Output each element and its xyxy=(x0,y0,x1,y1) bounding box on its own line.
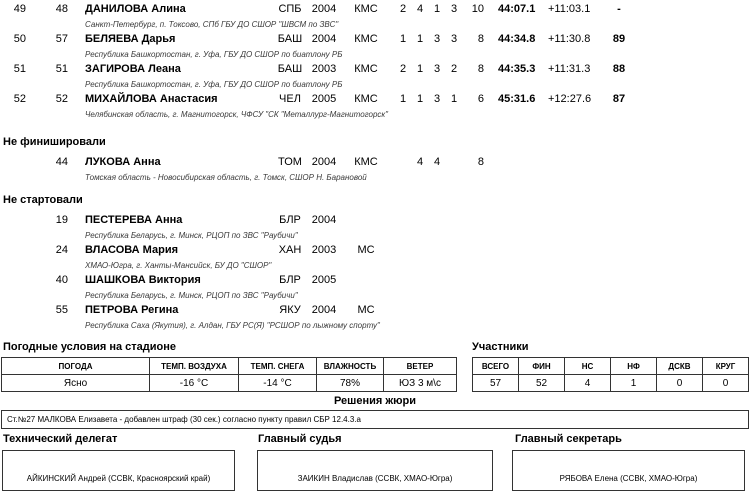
team-info: Республика Беларусь, г. Минск, РЦОП по ЗВС "Раубичи" xyxy=(85,231,298,240)
athlete-name: ЗАГИРОВА Леана xyxy=(85,63,181,75)
shooting-stage-2: 4 xyxy=(416,3,424,15)
points: - xyxy=(617,3,621,15)
dnf-row xyxy=(0,155,750,185)
weather-header-cell: ПОГОДА xyxy=(2,358,150,375)
technical-delegate-name: АЙКИНСКИЙ Андрей (ССВК, Красноярский край) xyxy=(26,474,211,483)
rank: 52 xyxy=(13,93,26,105)
technical-delegate-signature-box xyxy=(2,450,235,491)
birth-year: 2004 xyxy=(311,33,337,45)
region-code: ТОМ xyxy=(278,156,302,168)
team-info: Республика Башкортостан, г. Уфа, ГБУ ДО СШОР по биатлону РБ xyxy=(85,80,343,89)
chief-judge-name: ЗАИКИН Владислав (ССВК, ХМАО-Югра) xyxy=(297,474,453,483)
weather-table-values xyxy=(2,375,457,392)
result-row xyxy=(0,62,750,92)
participants-value-cell: 52 xyxy=(519,375,565,392)
shooting-stage-3: 3 xyxy=(433,63,441,75)
shooting-stage-1: 1 xyxy=(399,93,407,105)
dns-row xyxy=(0,273,750,303)
athlete-name: ЛУКОВА Анна xyxy=(85,156,161,168)
region-code: ЯКУ xyxy=(279,304,301,316)
birth-year: 2003 xyxy=(311,244,337,256)
result-time: 44:35.3 xyxy=(498,63,536,75)
result-time: 44:34.8 xyxy=(498,33,536,45)
birth-year: 2003 xyxy=(311,63,337,75)
points: 87 xyxy=(612,93,626,105)
participants-table-header xyxy=(473,358,749,375)
total-misses: 8 xyxy=(477,63,484,75)
time-behind: +11:31.3 xyxy=(548,63,591,75)
participants-value-cell: 0 xyxy=(657,375,703,392)
total-misses: 6 xyxy=(477,93,484,105)
athlete-name: ПЕСТЕРЕВА Анна xyxy=(85,214,183,226)
athlete-name: ПЕТРОВА Регина xyxy=(85,304,179,316)
participants-header-cell: ВСЕГО xyxy=(473,358,519,375)
bib-number: 40 xyxy=(55,274,68,286)
result-row xyxy=(0,32,750,62)
bib-number: 55 xyxy=(55,304,68,316)
dns-row xyxy=(0,243,750,273)
shooting-stage-2: 1 xyxy=(416,93,424,105)
weather-value-cell: Ясно xyxy=(2,375,150,392)
participants-value-cell: 0 xyxy=(703,375,749,392)
shooting-stage-4: 1 xyxy=(450,93,458,105)
region-code: БАШ xyxy=(277,63,303,75)
shooting-stage-1: 1 xyxy=(399,33,407,45)
result-row xyxy=(0,92,750,122)
result-row xyxy=(0,2,750,32)
qualification: КМС xyxy=(354,156,378,168)
participants-table xyxy=(472,357,749,392)
shooting-stage-2: 4 xyxy=(416,156,424,168)
team-info: Республика Беларусь, г. Минск, РЦОП по ЗВС "Раубичи" xyxy=(85,291,298,300)
participants-value-cell: 4 xyxy=(565,375,611,392)
athlete-name: ШАШКОВА Виктория xyxy=(85,274,201,286)
technical-delegate-label: Технический делегат xyxy=(3,433,118,445)
birth-year: 2004 xyxy=(311,156,337,168)
shooting-stage-4: 2 xyxy=(450,63,458,75)
region-code: СПБ xyxy=(278,3,302,15)
weather-header-cell: ТЕМП. ВОЗДУХА xyxy=(150,358,239,375)
total-misses: 8 xyxy=(477,156,484,168)
bib-number: 52 xyxy=(55,93,68,105)
shooting-stage-3: 1 xyxy=(433,3,441,15)
bib-number: 57 xyxy=(55,33,68,45)
rank: 51 xyxy=(13,63,26,75)
qualification: КМС xyxy=(354,93,378,105)
shooting-stage-4: 3 xyxy=(450,3,458,15)
region-code: БЛР xyxy=(279,214,301,226)
team-info: Санкт-Петербург, п. Токсово, СПб ГБУ ДО СШОР "ШВСМ по ЗВС" xyxy=(85,20,339,29)
weather-header-cell: ВЛАЖНОСТЬ xyxy=(317,358,384,375)
qualification: КМС xyxy=(354,33,378,45)
chief-judge-label: Главный судья xyxy=(258,433,342,445)
athlete-name: МИХАЙЛОВА Анастасия xyxy=(85,93,218,105)
participants-value-cell: 1 xyxy=(611,375,657,392)
birth-year: 2004 xyxy=(311,3,337,15)
participants-header-cell: ФИН xyxy=(519,358,565,375)
weather-header-cell: ВЕТЕР xyxy=(384,358,457,375)
region-code: БАШ xyxy=(277,33,303,45)
team-info: Республика Саха (Якутия), г. Алдан, ГБУ РС(Я) "РСШОР по лыжному спорту" xyxy=(85,321,380,330)
shooting-stage-2: 1 xyxy=(416,33,424,45)
chief-secretary-label: Главный секретарь xyxy=(515,433,622,445)
qualification: МС xyxy=(357,304,375,316)
bib-number: 19 xyxy=(55,214,68,226)
bib-number: 48 xyxy=(55,3,68,15)
team-info: Республика Башкортостан, г. Уфа, ГБУ ДО СШОР по биатлону РБ xyxy=(85,50,343,59)
chief-secretary-name: РЯБОВА Елена (ССВК, ХМАО-Югра) xyxy=(559,474,698,483)
rank: 49 xyxy=(13,3,26,15)
points: 89 xyxy=(612,33,626,45)
athlete-name: БЕЛЯЕВА Дарья xyxy=(85,33,176,45)
points: 88 xyxy=(612,63,626,75)
region-code: ХАН xyxy=(278,244,302,256)
participants-header-cell: ДСКВ xyxy=(657,358,703,375)
jury-section-title: Решения жюри xyxy=(333,395,417,407)
team-info: Челябинская область, г. Магнитогорск, ЧФСУ "СК "Металлург-Магнитогорск" xyxy=(85,110,389,119)
shooting-stage-4: 3 xyxy=(450,33,458,45)
result-time: 44:07.1 xyxy=(498,3,536,15)
participants-section-title: Участники xyxy=(472,341,529,353)
weather-value-cell: ЮЗ 3 м\с xyxy=(384,375,457,392)
weather-value-cell: -14 °C xyxy=(239,375,317,392)
dns-row xyxy=(0,303,750,333)
time-behind: +11:30.8 xyxy=(548,33,591,45)
shooting-stage-2: 1 xyxy=(416,63,424,75)
participants-value-cell: 57 xyxy=(473,375,519,392)
weather-header-cell: ТЕМП. СНЕГА xyxy=(239,358,317,375)
jury-decision-text: Ст.№27 МАЛКОВА Елизавета - добавлен штраф (30 сек.) согласно пункту правил СБР 12.4.3.а xyxy=(7,415,361,424)
jury-decision-box xyxy=(1,410,749,429)
result-time: 45:31.6 xyxy=(498,93,536,105)
team-info: Томская область - Новосибирская область, г. Томск, СШОР Н. Барановой xyxy=(85,173,367,182)
weather-value-cell: 78% xyxy=(317,375,384,392)
weather-section-title: Погодные условия на стадионе xyxy=(3,341,177,353)
birth-year: 2004 xyxy=(311,214,337,226)
birth-year: 2004 xyxy=(311,304,337,316)
dns-section xyxy=(0,213,750,333)
participants-table-values xyxy=(473,375,749,392)
rank: 50 xyxy=(13,33,26,45)
weather-value-cell: -16 °C xyxy=(150,375,239,392)
shooting-stage-1: 2 xyxy=(399,63,407,75)
dns-row xyxy=(0,213,750,243)
participants-header-cell: НФ xyxy=(611,358,657,375)
finished-results-section xyxy=(0,2,750,122)
weather-table xyxy=(1,357,457,392)
region-code: ЧЕЛ xyxy=(279,93,301,105)
qualification: КМС xyxy=(354,3,378,15)
qualification: КМС xyxy=(354,63,378,75)
shooting-stage-3: 3 xyxy=(433,93,441,105)
birth-year: 2005 xyxy=(311,274,337,286)
dns-section-title: Не стартовали xyxy=(3,194,83,206)
participants-header-cell: НС xyxy=(565,358,611,375)
participants-header-cell: КРУГ xyxy=(703,358,749,375)
birth-year: 2005 xyxy=(311,93,337,105)
time-behind: +12:27.6 xyxy=(548,93,592,105)
chief-judge-signature-box xyxy=(257,450,493,491)
region-code: БЛР xyxy=(279,274,301,286)
dnf-section-title: Не финишировали xyxy=(3,136,106,148)
bib-number: 51 xyxy=(55,63,68,75)
chief-secretary-signature-box xyxy=(512,450,745,491)
total-misses: 8 xyxy=(477,33,484,45)
qualification: МС xyxy=(357,244,375,256)
dnf-section xyxy=(0,155,750,185)
shooting-stage-1: 2 xyxy=(399,3,407,15)
time-behind: +11:03.1 xyxy=(548,3,591,15)
team-info: ХМАО-Югра, г. Ханты-Мансийск, БУ ДО "СШОР" xyxy=(85,261,272,270)
weather-table-header xyxy=(2,358,457,375)
shooting-stage-3: 3 xyxy=(433,33,441,45)
athlete-name: ВЛАСОВА Мария xyxy=(85,244,178,256)
total-misses: 10 xyxy=(471,3,484,15)
athlete-name: ДАНИЛОВА Алина xyxy=(85,3,186,15)
bib-number: 24 xyxy=(55,244,68,256)
bib-number: 44 xyxy=(55,156,68,168)
shooting-stage-3: 4 xyxy=(433,156,441,168)
